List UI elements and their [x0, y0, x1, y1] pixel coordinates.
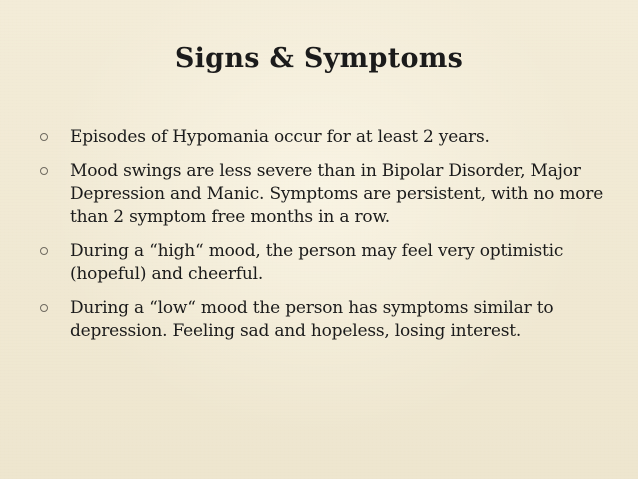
bullet-text: During a “high“ mood, the person may feel very optimistic (hopeful) and cheerful. [70, 241, 564, 284]
bullet-circle-icon [40, 247, 48, 255]
list-item [34, 160, 604, 229]
list-item [34, 240, 604, 286]
list-item [34, 297, 604, 343]
list-item [34, 126, 604, 149]
bullet-circle-icon [40, 304, 48, 312]
bullet-text: During a “low“ mood the person has symptoms similar to depression. Feeling sad and hopeless, losing interest. [70, 298, 554, 341]
bullet-text: Mood swings are less severe than in Bipolar Disorder, Major Depression and Manic. Symptoms are persistent, with no more than 2 symptom free months in a row. [70, 161, 604, 227]
bullet-circle-icon [40, 167, 48, 175]
bullet-list [34, 126, 604, 354]
bullet-text: Episodes of Hypomania occur for at least 2 years. [70, 127, 490, 147]
slide-title: Signs & Symptoms [174, 43, 464, 74]
bullet-circle-icon [40, 133, 48, 141]
